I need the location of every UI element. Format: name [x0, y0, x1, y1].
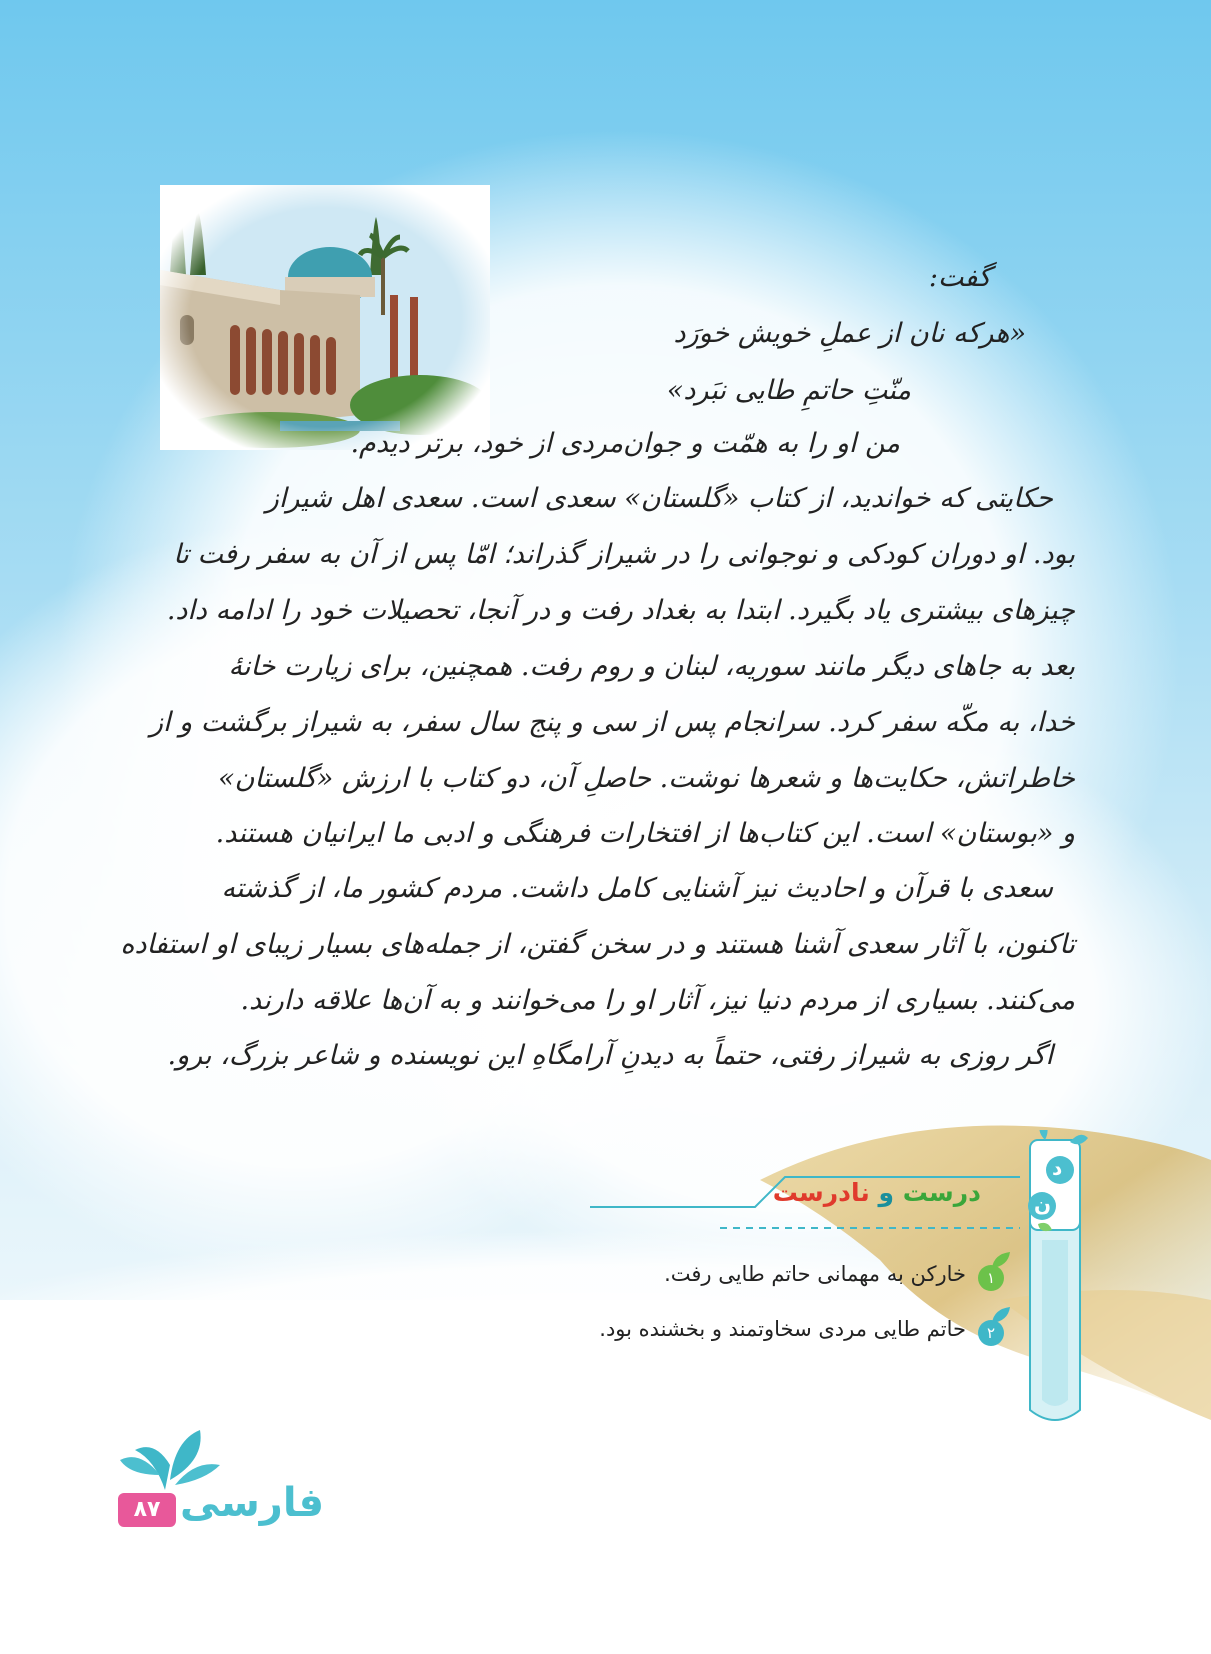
exercise-item: حاتم طایی مردی سخاوتمند و بخشنده بود.: [599, 1317, 966, 1341]
leaf-icon: [990, 1250, 1014, 1270]
poem-line-1: «هرکه نان از عملِ خویش خورَد: [673, 318, 1026, 349]
text-line: تاکنون، با آثار سعدی آشنا هستند و در سخن گفتن، از جمله‌های بسیار زیبای او استفاده: [120, 929, 1075, 960]
page-number: ۸۷: [118, 1493, 176, 1527]
text-line: من او را به همّت و جوان‌مردی از خود، برتر دیدم.: [350, 428, 900, 459]
exercise-title: [773, 1178, 981, 1207]
exercise-item: خارکن به مهمانی حاتم طایی رفت.: [664, 1262, 966, 1286]
text-line: حکایتی که خواندید، از کتاب «گلستان» سعدی است. سعدی اهل شیراز: [265, 483, 1053, 514]
badge-letter-d: د: [1052, 1156, 1063, 1180]
leaf-icon: [990, 1305, 1014, 1325]
text-line: و «بوستان» است. این کتاب‌ها از افتخارات فرهنگی و ادبی ما ایرانیان هستند.: [215, 818, 1075, 849]
item-number-badge: ۱: [978, 1265, 1004, 1291]
text-line: چیزهای بیشتری یاد بگیرد. ابتدا به بغداد رفت و در آنجا، تحصیلات خود را ادامه داد.: [166, 595, 1075, 626]
text-line: اگر روزی به شیراز رفتی، حتماً به دیدنِ آرامگاهِ این نویسنده و شاعر بزرگ، برو.: [167, 1040, 1053, 1071]
text-line: سعدی با قرآن و احادیث نیز آشنایی کامل داشت. مردم کشور ما، از گذشته: [221, 873, 1053, 904]
text-line: بود. او دوران کودکی و نوجوانی را در شیراز گذراند؛ امّا پس از آن به سفر رفت تا: [173, 539, 1075, 570]
poem-intro: گفت:: [928, 262, 991, 293]
subject-logo: فارسی: [180, 1480, 325, 1526]
title-incorrect: نادرست: [772, 1178, 870, 1207]
text-line: می‌کنند. بسیاری از مردم دنیا نیز، آثار او را می‌خوانند و به آن‌ها علاقه دارند.: [240, 985, 1075, 1016]
badge-letter-n: ن: [1034, 1192, 1052, 1216]
item-number-badge: ۲: [978, 1320, 1004, 1346]
text-line: خاطراتش، حکایت‌ها و شعرها نوشت. حاصلِ آن، دو کتاب با ارزش «گلستان»: [218, 763, 1075, 794]
poem-line-2: منّتِ حاتمِ طایی نبَرد»: [666, 375, 911, 406]
text-line: بعد به جاهای دیگر مانند سوریه، لبنان و روم رفت. همچنین، برای زیارت خانهٔ: [228, 651, 1075, 682]
title-and: و: [869, 1178, 903, 1207]
title-correct: درست: [902, 1178, 981, 1207]
text-line: خدا، به مکّه سفر کرد. سرانجام پس از سی و پنج سال سفر، به شیراز برگشت و از: [149, 707, 1075, 738]
